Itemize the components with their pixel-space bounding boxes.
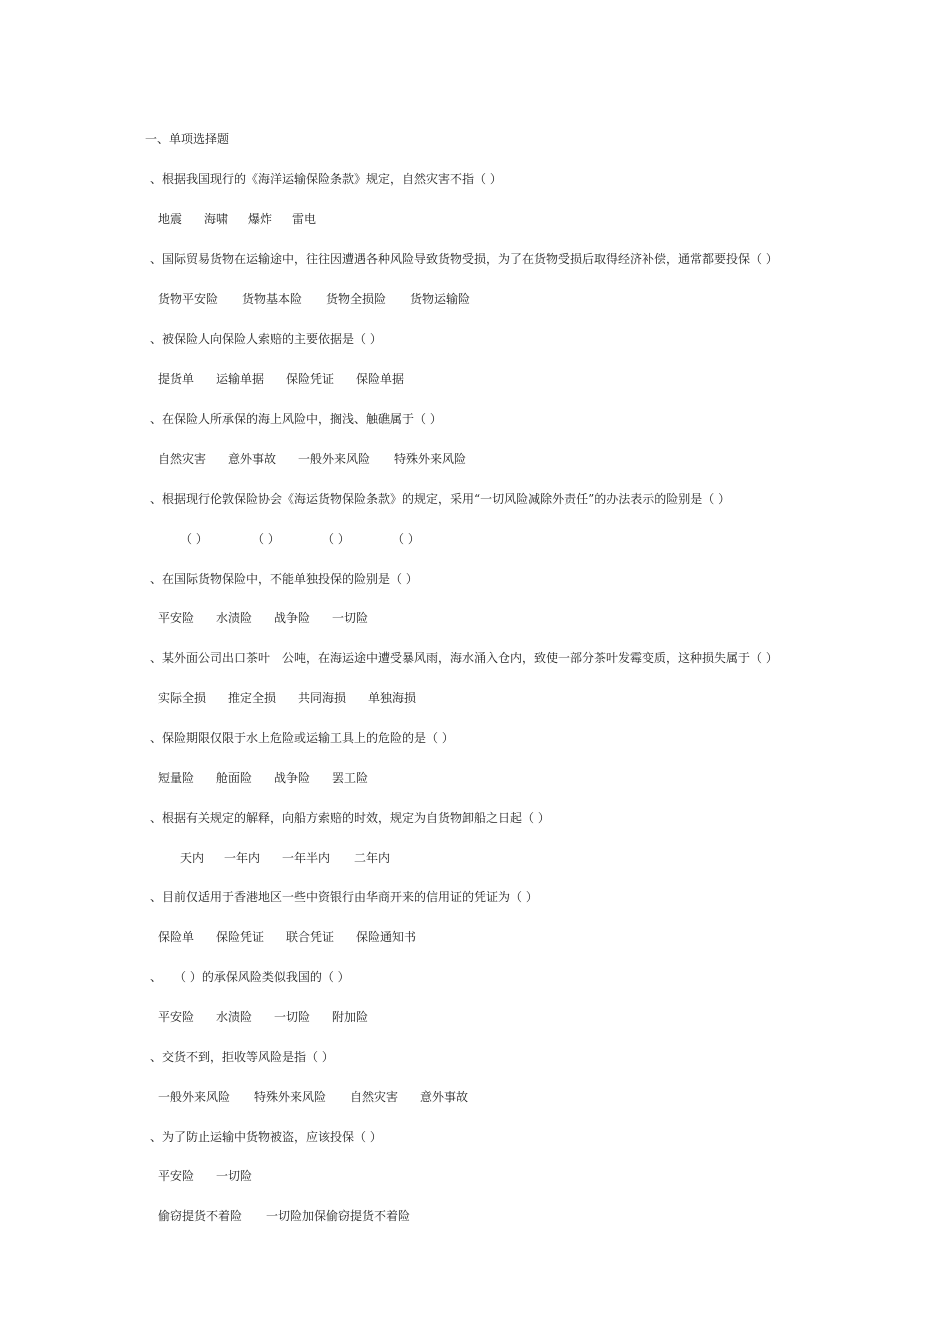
question-12: 、交货不到，拒收等风险是指（ ） [150,1050,334,1064]
option: 保险单 [158,930,195,944]
option: 战争险 [274,771,311,785]
question-3: 、被保险人向保险人索赔的主要依据是（ ） [150,332,382,346]
option: 推定全损 [228,691,277,705]
options-1 [158,210,316,227]
option: 货物运输险 [410,292,471,306]
option: 地震 [158,212,183,226]
option: 一年内 [224,851,261,865]
option: （ ） [180,532,208,546]
option: 二年内 [354,851,391,865]
option: 实际全损 [158,691,207,705]
options-6 [158,609,368,626]
option: 战争险 [274,611,311,625]
option: 雷电 [292,212,317,226]
option: 天内 [180,851,205,865]
option: 特殊外来风险 [254,1090,327,1104]
question-7: 、某外面公司出口茶叶 公吨，在海运途中遭受暴风雨，海水涌入仓内，致使一部分茶叶发霉变质，这种损失属于（ ） [150,651,778,665]
options-13 [158,1167,252,1184]
option: 短量险 [158,771,195,785]
option: （ ） [392,532,420,546]
options-8 [158,769,368,786]
question-2: 、国际贸易货物在运输途中，往往因遭遇各种风险导致货物受损，为了在货物受损后取得经济补偿，通常都要投保（ ） [150,252,778,266]
options-5 [180,530,420,547]
option: 罢工险 [332,771,369,785]
options-10 [158,928,416,945]
options-13-extra [158,1207,410,1224]
options-3 [158,370,404,387]
option: （ ） [252,532,280,546]
option: 保险单据 [356,372,405,386]
question-1: 、根据我国现行的《海洋运输保险条款》规定，自然灾害不指（ ） [150,172,502,186]
option: 平安险 [158,1169,195,1183]
option: 单独海损 [368,691,417,705]
question-6: 、在国际货物保险中，不能单独投保的险别是（ ） [150,572,418,586]
option: 一般外来风险 [298,452,371,466]
options-7 [158,689,416,706]
option: 平安险 [158,611,195,625]
option: 一切险 [332,611,369,625]
option: 意外事故 [228,452,277,466]
question-9: 、根据有关规定的解释，向船方索赔的时效，规定为自货物卸船之日起（ ） [150,811,550,825]
option: 一切险加保偷窃提货不着险 [266,1209,411,1223]
question-11: 、 （ ）的承保风险类似我国的（ ） [150,970,350,984]
question-4: 、在保险人所承保的海上风险中，搁浅、触礁属于（ ） [150,412,442,426]
question-13: 、为了防止运输中货物被盗，应该投保（ ） [150,1130,382,1144]
section-title: 一、单项选择题 [145,132,230,146]
option: 自然灾害 [350,1090,399,1104]
option: 平安险 [158,1010,195,1024]
question-5: 、根据现行伦敦保险协会《海运货物保险条款》的规定，采用“一切风险减除外责任”的办法表示的险别是（ ） [150,492,731,506]
option: 附加险 [332,1010,369,1024]
option: 保险通知书 [356,930,417,944]
options-4 [158,450,466,467]
question-10: 、目前仅适用于香港地区一些中资银行由华商开来的信用证的凭证为（ ） [150,890,538,904]
question-8: 、保险期限仅限于水上危险或运输工具上的危险的是（ ） [150,731,454,745]
option: 特殊外来风险 [394,452,467,466]
option: 提货单 [158,372,195,386]
options-11 [158,1008,368,1025]
option: 联合凭证 [286,930,335,944]
option: 共同海损 [298,691,347,705]
option: 意外事故 [420,1090,469,1104]
option: 偷窃提货不着险 [158,1209,243,1223]
option: 水渍险 [216,611,253,625]
option: 货物基本险 [242,292,303,306]
option: 保险凭证 [216,930,265,944]
option: 一般外来风险 [158,1090,231,1104]
option: 运输单据 [216,372,265,386]
option: 自然灾害 [158,452,207,466]
option: 水渍险 [216,1010,253,1024]
option: 货物平安险 [158,292,219,306]
option: 舱面险 [216,771,253,785]
options-9 [180,849,390,866]
option: 一年半内 [282,851,331,865]
option: 爆炸 [248,212,273,226]
options-12 [158,1088,468,1105]
option: 一切险 [216,1169,253,1183]
option: 海啸 [204,212,229,226]
option: 货物全损险 [326,292,387,306]
option: 保险凭证 [286,372,335,386]
option: （ ） [322,532,350,546]
option: 一切险 [274,1010,311,1024]
options-2 [158,290,470,307]
